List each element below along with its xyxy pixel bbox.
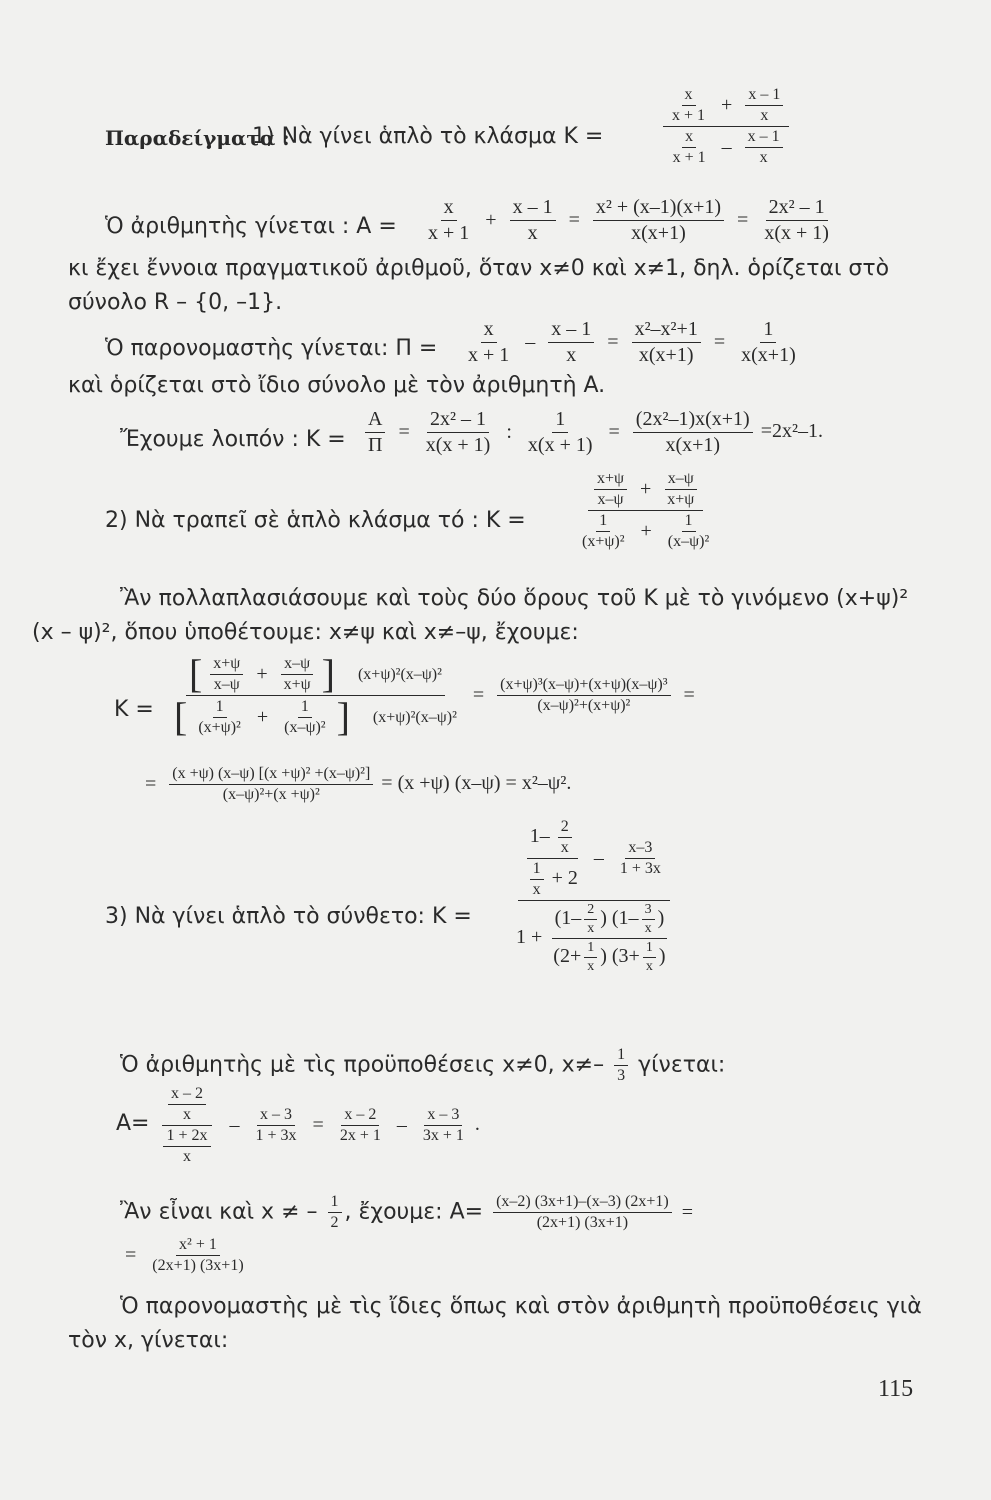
r-f4-den: x(x+1) (665, 434, 721, 456)
ex3-also-res-num: (x–2) (3x+1)–(x–3) (2x+1) (493, 1193, 672, 1213)
a-f2-den: x (527, 222, 538, 244)
ex3-last-a: Ὁ παρονομαστὴς μὲ τὶς ἴδιες ὅπως καὶ στὸν ἀριθμητὴ προϋποθέσεις γιὰ (120, 1294, 922, 1319)
ex3-intro: 3) Νὰ γίνει ἁπλὸ τὸ σύνθετο: K = (105, 904, 472, 929)
ex3-cond-f-den: 3 (617, 1067, 626, 1084)
k-den-a-den: x + 1 (672, 149, 706, 166)
k-num-a-den: x + 1 (672, 107, 706, 124)
ex1-line-c: καὶ ὁρίζεται στὸ ἴδιο σύνολο μὲ τὸν ἀριθμητὴ A. (68, 373, 606, 398)
ex3-a-f2-num: x – 3 (257, 1106, 295, 1126)
r-f4-num: (2x²–1)x(x+1) (633, 408, 753, 433)
r-f2-num: 2x² – 1 (427, 408, 489, 433)
ex3-a-bot-den: x (183, 1148, 191, 1165)
ex2-k-compound-fraction: $\frac{x+\psi}{x-\psi}$ + $\frac{x-\psi}{x+\psi}$ $\frac{1}{\text{(x+ψ)²}}$ + $\frac{1}{\text{(x–ψ)²}}$ (570, 470, 721, 551)
ex3-bot-d1-f-den: x (587, 959, 595, 974)
p-f3-den: x(x+1) (638, 344, 694, 366)
k-den-b-num: x – 1 (745, 128, 783, 148)
ex2-result-line: = $\frac{\text{(x +ψ) (x–ψ) [(x +ψ)² +(x–ψ)²]}}{\text{(x–ψ)²+(x +ψ)²}}$ = (x +ψ) (x–ψ) = x²–ψ². (145, 765, 572, 803)
ex2-n1-num: x+ψ (594, 470, 627, 490)
ex2-eq2-result: = (x +ψ) (x–ψ) = x²–ψ². (381, 772, 572, 795)
ex3-final-num: x² + 1 (176, 1236, 220, 1256)
ex2-d2-den: (x–ψ)² (667, 533, 710, 550)
ex2-e-n2-den: x+ψ (283, 675, 311, 693)
k-den-b-den: x (759, 149, 768, 166)
ex3-k-compound-fraction: 1– $\frac{2}{x}$ $\frac{1}{x}$ + 2 – $\frac{x-3}{1 + 3x}$ 1 + (1– $\frac{2}{x}$ ) (1– $\frac{3}{x}$ ) (2+ $\frac{1}{x}$ ) (3+ $\frac{1}{x}$ ) (510, 818, 678, 975)
ex2-e-d1-num: 1 (213, 698, 227, 718)
ex1-denominator-formula: $\frac{x}{x + 1}$ – $\frac{x - 1}{x}$ = $\frac{\text{x²–x²+1}}{x(x+1)}$ = $\frac{1}{x(x+1)}$ (462, 318, 802, 367)
ex1-k-compound-fraction: $\frac{x}{x + 1}$ + $\frac{x - 1}{x}$ $\frac{x}{x + 1}$ – $\frac{x - 1}{x}$ (660, 86, 792, 167)
ex3-a-label: A= (116, 1111, 150, 1137)
ex3-a-f4-den: 3x + 1 (422, 1127, 464, 1144)
ex2-eq1-den: (x–ψ)²+(x+ψ)² (537, 697, 631, 714)
a-f4-num: 2x² – 1 (766, 196, 828, 221)
ex3-bot-d2-f-den: x (645, 959, 653, 974)
ex2-d1-num: 1 (596, 512, 610, 532)
ex1-denominator-text: Ὁ παρονομαστὴς γίνεται: Π = (105, 336, 438, 361)
p-f1-den: x + 1 (468, 344, 510, 366)
ex2-n1-den: x–ψ (597, 491, 624, 508)
ex3-bot-n2-f-num: 3 (642, 902, 655, 920)
ex3-top-b-den: x (560, 839, 569, 856)
ex1-result-text: Ἔχουμε λοιπόν : K = (120, 427, 346, 452)
ex2-e-d2-num: 1 (298, 698, 312, 718)
r-f1-den: Π (368, 434, 383, 456)
ex3-condition-line (120, 1046, 725, 1085)
ex3-bot-d1: (2+ (553, 945, 582, 968)
ex2-mult-top: (x+ψ)²(x–ψ)² (357, 665, 442, 683)
ex3-bot-n2: ) (1– (600, 907, 639, 930)
ex3-bot-d2: ) (3+ (600, 945, 640, 968)
ex3-top-c-plus: + 2 (551, 867, 578, 890)
ex2-d2-num: 1 (682, 512, 696, 532)
k-num-b-num: x – 1 (745, 86, 783, 106)
ex3-top-b-num: 2 (558, 818, 572, 838)
ex2-e-d1-den: (x+ψ)² (198, 718, 241, 736)
ex3-bot-d1-f-num: 1 (584, 940, 597, 958)
ex3-cond-f-num: 1 (614, 1046, 628, 1066)
ex2-mult-bottom: (x+ψ)²(x–ψ)² (372, 708, 457, 726)
ex3-a-formula: A= $\frac{\frac{x - 2}{x}}{\frac{1 + 2x}{x}}$ – $\frac{x - 3}{1 + 3x}$ = $\frac{x - 2}{2x + 1}$ – $\frac{x - 3}{3x + 1}$ . (116, 1085, 480, 1165)
ex3-bot-n1-f-num: 2 (584, 902, 597, 920)
page-number: 115 (878, 1376, 914, 1402)
ex2-e-n1-num: x+ψ (210, 655, 243, 675)
ex3-last-b: τὸν x, γίνεται: (68, 1328, 229, 1353)
r-f2-den: x(x + 1) (425, 434, 491, 456)
ex1-numerator-formula: $\frac{x}{x + 1}$ + $\frac{x - 1}{x}$ = $\frac{\text{x² + (x–1)(x+1)}}{x(x+1)}$ = $\frac{\text{2x² – 1}}{x(x + 1)}$ (422, 196, 835, 245)
r-final: =2x²–1. (760, 420, 823, 443)
ex3-top-c-x: x (532, 881, 541, 898)
ex3-also-res-den: (2x+1) (3x+1) (536, 1214, 629, 1231)
p-f4-num: 1 (760, 318, 776, 343)
ex3-a-f3-num: x – 2 (341, 1106, 379, 1126)
ex2-d1-den: (x+ψ)² (582, 533, 625, 550)
ex3-final-den: (2x+1) (3x+1) (152, 1257, 244, 1274)
ex1-line-b: σύνολο R – {0, –1}. (68, 290, 283, 315)
ex3-bot-n1-f-den: x (587, 921, 595, 936)
ex1-line-a: κι ἔχει ἔννοια πραγματικοῦ ἀριθμοῦ, ὅταν x≠0 καὶ x≠1, δηλ. ὁρίζεται στὸ (68, 256, 890, 281)
r-f3-den: x(x + 1) (527, 434, 593, 456)
ex2-expanded-fraction: [ $\frac{x+\psi}{x-\psi}$ + $\frac{x-\psi}{x+\psi}$ ] (x+ψ)²(x–ψ)² [ $\frac{1}{\text{(x+ψ)²}}$ + $\frac{1}{\text{(x–ψ)²}}$ ] (x+ψ)²(x–ψ)² = $\frac{\text{(x+ψ)³(x–ψ)+(x+ψ)(x–ψ)³}}{\text{(x–ψ)²+(x+ψ)²}}$ = (174, 651, 695, 739)
ex3-also-f-num: 1 (328, 1193, 342, 1213)
p-f4-den: x(x+1) (741, 344, 796, 366)
ex3-bot-one: 1 + (516, 926, 543, 949)
ex1-numerator-text: Ὁ ἀριθμητὴς γίνεται : A = (105, 214, 397, 239)
ex3-cond-text-b: γίνεται: (638, 1052, 726, 1078)
ex3-bot-n2-f-den: x (644, 921, 652, 936)
ex2-intro: 2) Νὰ τραπεῖ σὲ ἁπλὸ κλάσμα τό : K = (105, 508, 526, 533)
a-f2-num: x – 1 (510, 196, 556, 221)
ex2-n2-num: x–ψ (665, 470, 697, 490)
ex3-top-d-den: 1 + 3x (619, 860, 661, 877)
p-f1-num: x (481, 318, 497, 343)
a-f4-den: x(x + 1) (764, 222, 829, 244)
ex1-intro: 1) Νὰ γίνει ἁπλὸ τὸ κλάσμα K = (252, 124, 604, 149)
ex3-bot-n1: (1– (554, 907, 582, 930)
k-num-b-den: x (760, 107, 769, 124)
ex2-line-b: (x – ψ)², ὅπου ὑποθέτουμε: x≠ψ καὶ x≠–ψ, ἔχουμε: (32, 620, 579, 645)
k-den-a-num: x (682, 128, 696, 148)
ex3-a-f4-num: x – 3 (424, 1106, 462, 1126)
a-f1-den: x + 1 (428, 222, 470, 244)
ex3-also-text-b: , ἔχουμε: A= (344, 1199, 484, 1225)
ex3-a-top-num: x – 2 (168, 1085, 206, 1105)
p-f2-num: x – 1 (548, 318, 594, 343)
ex3-also-line: Ἂν εἶναι καὶ x ≠ – $\frac{1}{2}$ , ἔχουμε: A= $\frac{(x-2) (3x+1)-(x-3) (2x+1)}{(2x+1) (3x+1)}$ = (120, 1193, 694, 1231)
ex3-top-d-num: x–3 (625, 839, 655, 859)
ex3-also-f-den: 2 (330, 1214, 339, 1231)
p-f2-den: x (566, 344, 577, 366)
ex2-eq2-num: (x +ψ) (x–ψ) [(x +ψ)² +(x–ψ)²] (169, 765, 373, 785)
ex2-n2-den: x+ψ (667, 491, 695, 508)
p-f3-num: x²–x²+1 (632, 318, 701, 343)
ex3-a-f2-den: 1 + 3x (255, 1127, 297, 1144)
a-f3-num: x² + (x–1)(x+1) (593, 196, 724, 221)
a-f1-num: x (441, 196, 457, 221)
a-f3-den: x(x+1) (631, 222, 686, 244)
r-f3-num: 1 (552, 408, 568, 433)
ex2-k-label: K = (114, 697, 154, 722)
ex3-a-bot-num: 1 + 2x (163, 1127, 210, 1147)
ex3-top-c-one: 1 (530, 860, 544, 880)
ex2-e-d2-den: (x–ψ)² (284, 718, 326, 736)
k-num-a-num: x (682, 86, 696, 106)
ex3-cond-text-a: Ὁ ἀριθμητὴς μὲ τὶς προϋποθέσεις x≠0, x≠– (120, 1052, 605, 1078)
ex2-line-a: Ἂν πολλαπλασιάσουμε καὶ τοὺς δύο ὅρους τοῦ K μὲ τὸ γινόμενο (x+ψ)² (120, 586, 909, 611)
ex2-eq1-num: (x+ψ)³(x–ψ)+(x+ψ)(x–ψ)³ (497, 676, 670, 696)
ex3-final-line: = $\frac{\text{x² + 1}}{(2x+1) (3x+1)}$ (120, 1236, 250, 1275)
r-f1-num: A (365, 408, 385, 433)
examples-heading: Παραδείγματα : (105, 126, 290, 150)
ex3-a-f3-den: 2x + 1 (339, 1127, 381, 1144)
ex3-also-text: Ἂν εἶναι καὶ x ≠ – (120, 1199, 318, 1225)
ex3-top-a: 1– (529, 825, 550, 848)
ex2-e-n1-den: x–ψ (213, 675, 240, 693)
ex3-a-top-den: x (183, 1106, 191, 1123)
ex3-bot-d2-f-num: 1 (643, 940, 656, 958)
ex2-e-n2-num: x–ψ (281, 655, 313, 675)
ex1-result-formula: $\frac{A}{\Pi}$ = $\frac{\text{2x² – 1}}{x(x + 1)}$ : $\frac{1}{x(x + 1)}$ = $\frac{\text{(2x²–1)x(x+1)}}{x(x+1)}$ =2x²–1. (362, 408, 823, 457)
ex2-eq2-den: (x–ψ)²+(x +ψ)² (222, 786, 320, 803)
